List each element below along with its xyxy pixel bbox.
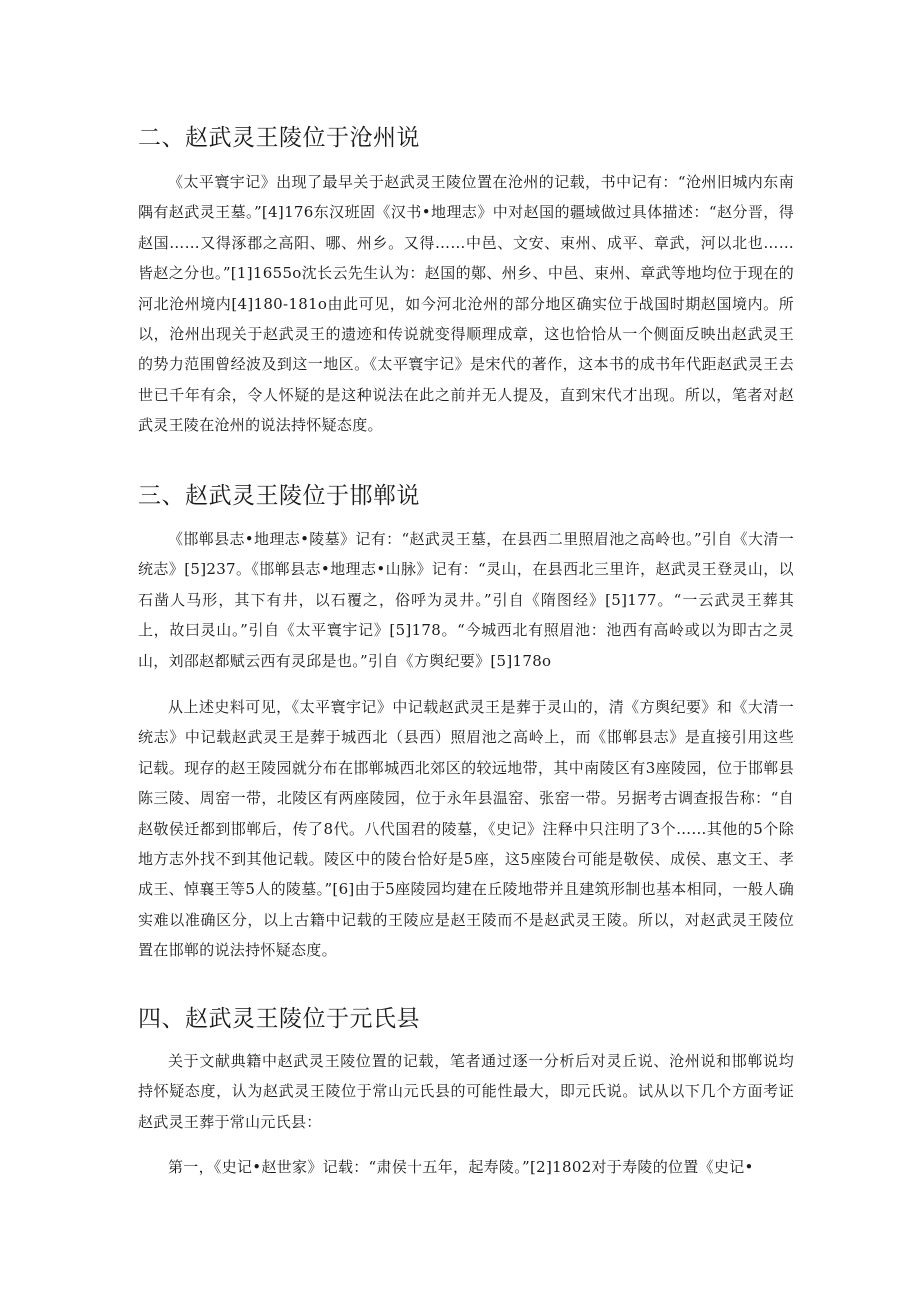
paragraph-yuanshi-2: 第一，《史记•赵世家》记载：“肃侯十五年，起寿陵。”[2]1802对于寿陵的位置《史记• [168, 1158, 754, 1176]
paragraph-handan-2: 从上述史料可见，《太平寰宇记》中记载赵武灵王是葬于灵山的，清《方舆纪要》和《大清一统志》中记载赵武灵王是葬于城西北（县西）照眉池之高岭上，而《邯郸县志》是直接引用这些记载。现存的赵王陵园就分布在邯郸城西北郊区的较远地带，其中南陵区有3座陵园，位于邯郸县陈三陵、周窑一带，北陵区有两座陵园，位于永年县温窑、张窑一带。另据考古调查报告称：“自赵敬侯迁都到邯郸后，传了8代。八代国君的陵墓，《史记》注释中只注明了3个……其他的5个除地方志外找不到其他记载。陵区中的陵台恰好是5座，这5座陵台可能是敬侯、成侯、惠文王、孝成王、悼襄王等5人的陵墓。”[6]由于5座陵园均建在丘陵地带并且建筑形制也基本相同，一般人确实难以准确区分，以上古籍中记载的王陵应是赵王陵而不是赵武灵王陵。所以，对赵武灵王陵位置在邯郸的说法持怀疑态度。 [138, 698, 794, 960]
section-heading-yuanshi: 四、赵武灵王陵位于元氏县 [138, 1006, 420, 1032]
section-heading-handan: 三、赵武灵王陵位于邯郸说 [138, 483, 420, 509]
section-heading-cangzhou: 二、赵武灵王陵位于沧州说 [138, 125, 420, 151]
paragraph-yuanshi-1: 关于文献典籍中赵武灵王陵位置的记载，笔者通过逐一分析后对灵丘说、沧州说和邯郸说均持怀疑态度，认为赵武灵王陵位于常山元氏县的可能性最大，即元氏说。试从以下几个方面考证赵武灵王葬于常山元氏县： [138, 1052, 794, 1131]
paragraph-cangzhou: 《太平寰宇记》出现了最早关于赵武灵王陵位置在沧州的记载，书中记有：“沧州旧城内东南隅有赵武灵王墓。”[4]176东汉班固《汉书•地理志》中对赵国的疆域做过具体描述：“赵分晋，得赵国……又得涿郡之高阳、哪、州乡。又得……中邑、文安、束州、成平、章武，河以北也……皆赵之分也。”[1]1655o沈长云先生认为：赵国的鄚、州乡、中邑、束州、章武等地均位于现在的河北沧州境内[4]180-181o由此可见，如今河北沧州的部分地区确实位于战国时期赵国境内。所以，沧州出现关于赵武灵王的遗迹和传说就变得顺理成章，这也恰恰从一个侧面反映出赵武灵王的势力范围曾经波及到这一地区。《太平寰宇记》是宋代的著作，这本书的成书年代距赵武灵王去世已千年有余，令人怀疑的是这种说法在此之前并无人提及，直到宋代才出现。所以，笔者对赵武灵王陵在沧州的说法持怀疑态度。 [138, 173, 794, 435]
paragraph-handan-1: 《邯郸县志•地理志•陵墓》记有：“赵武灵王墓，在县西二里照眉池之高岭也。”引自《大清一统志》[5]237。《邯郸县志•地理志•山脉》记有：“灵山，在县西北三里许，赵武灵王登灵山，以石凿人马形，其下有井，以石覆之，俗呼为灵井。”引自《隋图经》[5]177。“一云武灵王葬其上，故曰灵山。”引自《太平寰宇记》[5]178。“今城西北有照眉池：池西有高岭或以为即古之灵山，刘邵赵都赋云西有灵邱是也。”引自《方舆纪要》[5]178o [138, 530, 794, 670]
